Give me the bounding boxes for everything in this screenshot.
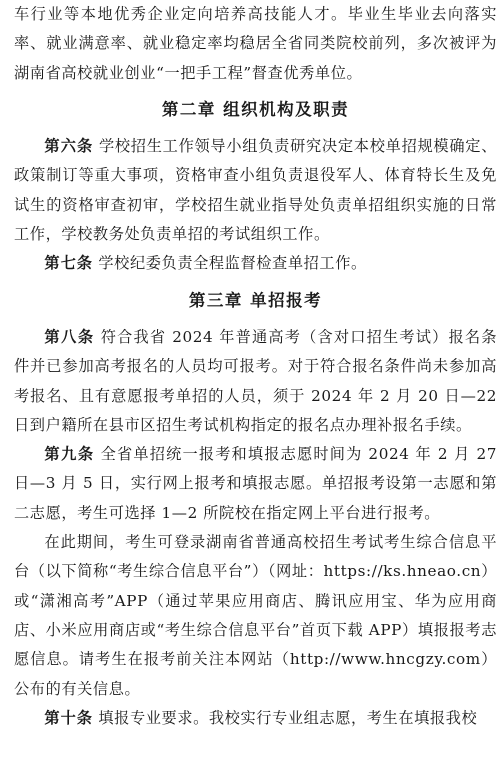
article-10-text: 填报专业要求。我校实行专业组志愿，考生在填报我校 — [92, 708, 478, 727]
article-7-label: 第七条 — [44, 254, 93, 273]
article-6-text: 学校招生工作领导小组负责研究决定本校单招规模确定、政策制订等重大事项，资格审查小组负责退役军人、体育特长生及免试生的资格审查初审，学校招生就业指导处负责单招组织实施的日常工作，学校教务处负责单招的考试组织工作。 — [14, 137, 497, 244]
article-8-text: 符合我省 2024 年普通高考（含对口招生考试）报名条件并已参加高考报名的人员均可报考。对于符合报名条件尚未参加高考报名、且有意愿报考单招的人员，须于 2024 年 2 月 20 日—22 日到户籍所在县市区招生考试机构指定的报名点办理补报名手续。 — [14, 327, 498, 434]
article-7-text: 学校纪委负责全程监督检查单招工作。 — [92, 254, 367, 273]
article-9-text: 全省单招统一报考和填报志愿时间为 2024 年 2 月 27 日—3 月 5 日，实行网上报考和填报志愿。单招报考设第一志愿和第二志愿，考生可选择 1—2 所院校在指定网上平台进行报考。 — [14, 445, 497, 522]
chapter-3-heading: 第三章 单招报考 — [188, 290, 323, 310]
article-8-paragraph — [14, 323, 497, 440]
article-10-paragraph — [14, 704, 497, 733]
intro-paragraph: 车行业等本地优秀企业定向培养高技能人才。毕业生毕业去向落实率、就业满意率、就业稳定率均稳居全省同类院校前列，多次被评为湖南省高校就业创业“一把手工程”督查优秀单位。 — [14, 5, 497, 82]
article-6-label: 第六条 — [44, 137, 94, 156]
article-6-paragraph — [14, 132, 497, 249]
article-9-paragraph — [14, 440, 497, 528]
article-8-label: 第八条 — [44, 327, 95, 346]
registration-info-paragraph: 在此期间，考生可登录湖南省普通高校招生考试考生综合信息平台（以下简称“考生综合信息平台”）（网址：https://ks.hneao.cn）或“潇湘高考”APP（通过苹果应用商店、腾讯应用宝、华为应用商店、小米应用商店或“考生综合信息平台”首页下载 APP）填报报考志愿信息。请考生在报考前关注本网站（http://www.hncgzy.com）公布的有关信息。 — [14, 533, 497, 698]
article-10-label: 第十条 — [44, 708, 93, 727]
chapter-2-heading: 第二章 组织机构及职责 — [161, 99, 350, 119]
article-9-label: 第九条 — [44, 445, 95, 464]
article-7-paragraph — [14, 249, 497, 278]
